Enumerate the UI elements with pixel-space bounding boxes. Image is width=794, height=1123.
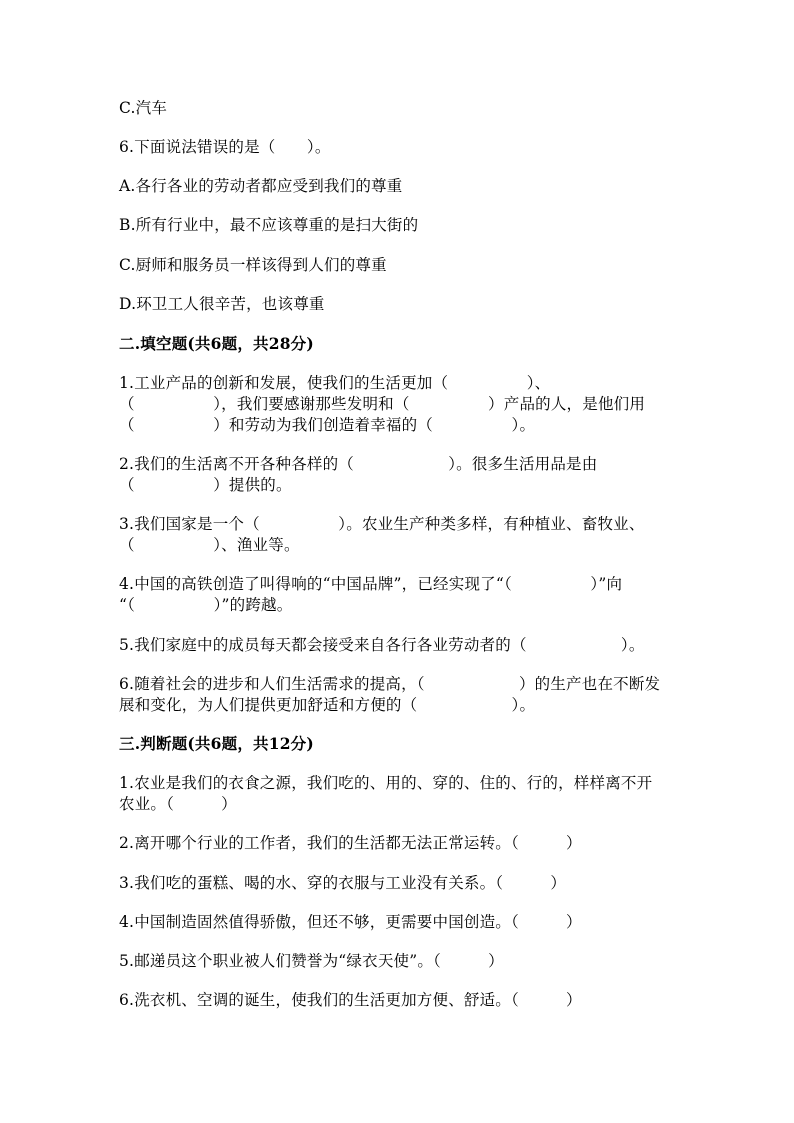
question-6-stem: 6.下面说法错误的是（ ）。 [119, 138, 331, 156]
judge-section-heading: 三.判断题(共6题，共12分) [119, 734, 314, 753]
fill-q6-line2: 展和变化，为人们提供更加舒适和方便的（ ）。 [119, 696, 536, 714]
judge-q1-line2: 农业。（ ） [119, 795, 237, 813]
fill-q2-line1: 2.我们的生活离不开各种各样的（ ）。很多生活用品是由 [119, 455, 598, 473]
fill-q1-line3: （ ）和劳动为我们创造着幸福的（ ）。 [119, 416, 536, 434]
fill-section-heading: 二.填空题(共6题，共28分) [119, 334, 314, 353]
fill-q3-line2: （ ）、渔业等。 [119, 536, 300, 554]
question-6-option-b: B.所有行业中，最不应该尊重的是扫大街的 [119, 216, 419, 234]
question-6-option-c: C.厨师和服务员一样该得到人们的尊重 [119, 256, 387, 274]
option-c-car: C.汽车 [119, 99, 168, 117]
fill-q2-line2: （ ）提供的。 [119, 476, 292, 494]
fill-q3-line1: 3.我们国家是一个（ ）。农业生产种类多样，有种植业、畜牧业、 [119, 515, 645, 533]
judge-q6: 6.洗衣机、空调的诞生，使我们的生活更加方便、舒适。（ ） [119, 991, 582, 1009]
fill-q1-line2: （ ），我们要感谢那些发明和（ ）产品的人，是他们用 [119, 395, 646, 413]
fill-q1-line1: 1.工业产品的创新和发展，使我们的生活更加（ ）、 [119, 374, 551, 392]
judge-q2: 2.离开哪个行业的工作者，我们的生活都无法正常运转。（ ） [119, 834, 582, 852]
judge-q3: 3.我们吃的蛋糕、喝的水、穿的衣服与工业没有关系。（ ） [119, 874, 567, 892]
judge-q4: 4.中国制造固然值得骄傲，但还不够，更需要中国创造。（ ） [119, 913, 582, 931]
question-6-option-a: A.各行各业的劳动者都应受到我们的尊重 [119, 177, 403, 195]
fill-q5-line1: 5.我们家庭中的成员每天都会接受来自各行各业劳动者的（ ）。 [119, 636, 645, 654]
fill-q6-line1: 6.随着社会的进步和人们生活需求的提高，（ ）的生产也在不断发 [119, 675, 661, 693]
fill-q4-line2: “（ ）”的跨越。 [119, 596, 293, 614]
question-6-option-d: D.环卫工人很辛苦，也该尊重 [119, 295, 325, 313]
fill-q4-line1: 4.中国的高铁创造了叫得响的“中国品牌”，已经实现了“（ ）”向 [119, 575, 623, 593]
judge-q5: 5.邮递员这个职业被人们赞誉为“绿衣天使”。（ ） [119, 952, 504, 970]
judge-q1-line1: 1.农业是我们的衣食之源，我们吃的、用的、穿的、住的、行的，样样离不开 [119, 774, 653, 792]
